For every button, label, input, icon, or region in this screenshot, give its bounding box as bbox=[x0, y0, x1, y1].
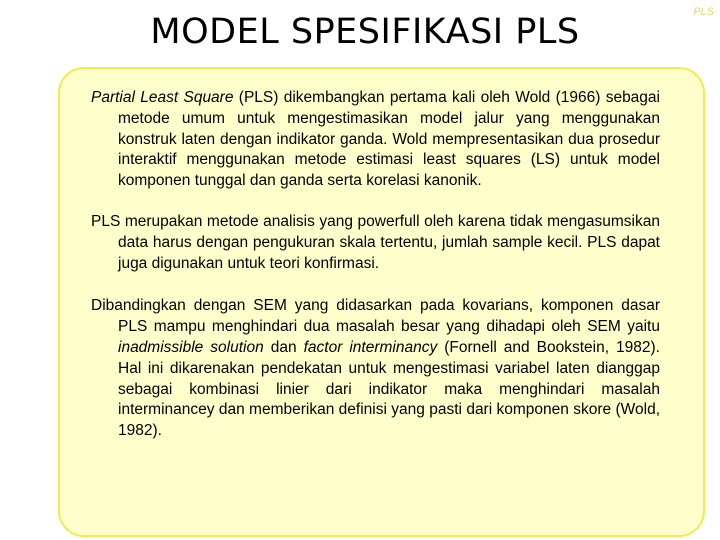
term-inadmissible-solution: inadmissible solution bbox=[118, 338, 264, 356]
slide-title: MODEL SPESIFIKASI PLS bbox=[150, 12, 580, 52]
paragraph-2-text: PLS merupakan metode analisis yang powerfull oleh karena tidak mengasumsikan data harus dengan pengukuran skala tertentu, jumlah sample kecil. PLS dapat juga digunakan untuk teori konfirmasi. bbox=[91, 212, 660, 272]
content-text bbox=[91, 88, 660, 462]
paragraph-3-text-b: dan bbox=[263, 338, 304, 356]
term-factor-interminancy: factor interminancy bbox=[303, 338, 438, 356]
paragraph-3-text-a: Dibandingkan dengan SEM yang didasarkan pada kovarians, komponen dasar PLS mampu menghindari dua masalah besar yang dihadapi oleh SEM yaitu bbox=[91, 297, 660, 336]
paragraph-1-text: (PLS) dikembangkan pertama kali oleh Wold (1966) sebagai metode umum untuk mengestimasikan model jalur yang menggunakan konstruk laten dengan indikator ganda. Wold mempresentasikan dua prosedur interaktif menggunakan metode estimasi least squares (LS) untuk model komponen tunggal dan ganda serta korelasi kanonik. bbox=[118, 89, 660, 190]
paragraph-2 bbox=[91, 212, 660, 274]
paragraph-3-text-c: (Fornell and Bookstein, 1982). Hal ini dikarenakan pendekatan untuk mengestimasi variabel laten dianggap sebagai kombinasi linier dari indikator maka menghindari masalah interminancey dan memberikan definisi yang pasti dari komponen skore (Wold, 1982). bbox=[118, 338, 660, 440]
paragraph-1 bbox=[91, 88, 660, 192]
term-partial-least-square: Partial Least Square bbox=[91, 89, 234, 106]
corner-tag: PLS bbox=[693, 6, 714, 18]
paragraph-3 bbox=[91, 296, 660, 442]
